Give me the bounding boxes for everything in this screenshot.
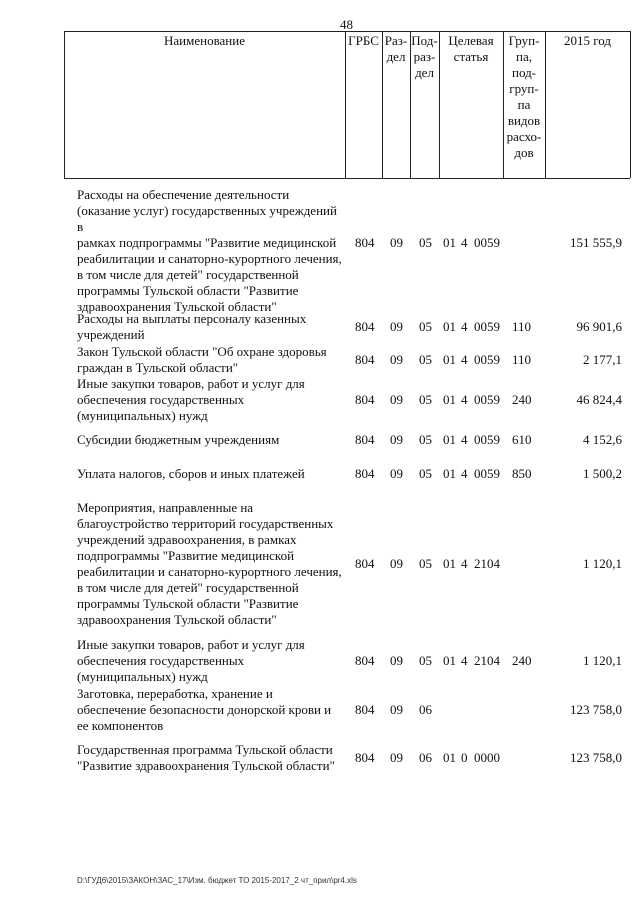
row-name-line: обеспечения государственных [77,392,245,407]
row-sum: 4 152,6 [583,432,622,447]
row-name [77,742,345,774]
row-cs-direction: 2104 [474,556,500,571]
row-sum: 123 758,0 [570,750,622,765]
row-name-line: Государственная программа Тульской области [77,742,333,757]
row-name [77,432,345,448]
row-razdel: 09 [390,319,403,334]
row-name-line: программы Тульской области "Развитие [77,283,299,298]
header-bottom-rule [64,178,630,179]
row-vid: 240 [512,392,532,407]
row-name-line: Иные закупки товаров, работ и услуг для [77,376,305,391]
row-name [77,187,345,315]
row-cs-direction: 0059 [474,466,500,481]
row-razdel: 09 [390,653,403,668]
row-cs-program: 01 [443,319,456,334]
row-sum: 123 758,0 [570,702,622,717]
header-razdel [382,33,410,65]
row-name [77,466,345,482]
row-podrazdel: 06 [419,750,432,765]
row-podrazdel: 06 [419,702,432,717]
row-vid: 110 [512,352,532,367]
row-name [77,686,345,734]
row-cs-subprogram: 4 [461,432,468,447]
row-cs-program: 01 [443,750,456,765]
row-cs-program: 01 [443,653,456,668]
row-razdel: 09 [390,432,403,447]
row-name-line: обеспечения государственных [77,653,245,668]
row-razdel: 09 [390,466,403,481]
col-divider [345,31,346,178]
row-grbs: 804 [355,466,375,481]
row-podrazdel: 05 [419,392,432,407]
row-name-line: (муниципальных) нужд [77,669,208,684]
row-cs-program: 01 [443,432,456,447]
row-vid: 850 [512,466,532,481]
row-name-line: в том числе для детей" государственной [77,267,299,282]
row-name-line: в том числе для детей" государственной [77,580,299,595]
row-cs-direction: 0059 [474,432,500,447]
row-sum: 2 177,1 [583,352,622,367]
row-grbs: 804 [355,750,375,765]
row-cs-program: 01 [443,352,456,367]
header-gruppa-line: видов [507,113,541,128]
header-razdel-line: дел [386,49,406,64]
row-name-line: учреждений здравоохранения, в рамках [77,532,297,547]
row-name-line: реабилитации и санаторно-курортного лечения, [77,564,342,579]
header-podrazdel-line: раз- [413,49,436,64]
row-name-line: граждан в Тульской области" [77,360,239,375]
row-cs-direction: 2104 [474,653,500,668]
row-podrazdel: 05 [419,556,432,571]
row-name-line: "Развитие здравоохранения Тульской области" [77,758,335,773]
row-grbs: 804 [355,653,375,668]
row-cs-program: 01 [443,392,456,407]
col-divider [64,31,65,178]
row-name-line: Уплата налогов, сборов и иных платежей [77,466,305,481]
header-celevaya [439,33,503,65]
row-razdel: 09 [390,702,403,717]
row-cs-direction: 0059 [474,352,500,367]
row-cs-subprogram: 0 [461,750,468,765]
row-grbs: 804 [355,352,375,367]
row-podrazdel: 05 [419,235,432,250]
header-name: Наименование [164,33,245,48]
row-podrazdel: 05 [419,319,432,334]
row-name-line: обеспечение безопасности донорской крови и [77,702,332,717]
row-name-line: Закон Тульской области "Об охране здоровья [77,344,327,359]
row-name-line: учреждений [77,327,145,342]
row-grbs: 804 [355,392,375,407]
row-podrazdel: 05 [419,466,432,481]
row-sum: 46 824,4 [576,392,622,407]
row-razdel: 09 [390,352,403,367]
row-vid: 610 [512,432,532,447]
row-name-line: здравоохранения Тульской области" [77,612,277,627]
row-cs-subprogram: 4 [461,235,468,250]
row-vid: 240 [512,653,532,668]
row-cs-subprogram: 4 [461,352,468,367]
row-grbs: 804 [355,556,375,571]
row-grbs: 804 [355,702,375,717]
col-divider [545,31,546,178]
header-gruppa-line: Груп- [508,33,540,48]
row-name-line: (оказание услуг) государственных учреждений в [77,203,337,234]
row-grbs: 804 [355,235,375,250]
row-name-line: ее компонентов [77,718,164,733]
row-razdel: 09 [390,235,403,250]
row-cs-subprogram: 4 [461,392,468,407]
row-name [77,637,345,685]
row-podrazdel: 05 [419,432,432,447]
row-sum: 96 901,6 [576,319,622,334]
footer-file-path: D:\ГУД6\2015\ЗАКОН\ЗАС_17\Изм. бюджет ТО 2015-2017_2 чт_прил\pr4.xls [77,876,357,885]
row-razdel: 09 [390,556,403,571]
row-cs-direction: 0059 [474,319,500,334]
header-gruppa [503,33,545,161]
header-year: 2015 год [564,33,611,48]
row-name-line: Расходы на выплаты персоналу казенных [77,311,307,326]
row-cs-subprogram: 4 [461,653,468,668]
row-sum: 151 555,9 [570,235,622,250]
row-name-line: программы Тульской области "Развитие [77,596,299,611]
row-podrazdel: 05 [419,352,432,367]
row-name-line: Иные закупки товаров, работ и услуг для [77,637,305,652]
row-cs-subprogram: 4 [461,319,468,334]
row-name-line: Расходы на обеспечение деятельности [77,187,290,202]
row-name-line: подпрограммы "Развитие медицинской [77,548,295,563]
header-razdel-line: Раз- [384,33,408,48]
header-gruppa-line: расхо- [506,129,542,144]
row-sum: 1 500,2 [583,466,622,481]
row-grbs: 804 [355,432,375,447]
row-cs-direction: 0059 [474,392,500,407]
header-gruppa-line: па [517,97,531,112]
page-number: 48 [340,17,353,32]
header-gruppa-line: под- [511,65,537,80]
row-cs-program: 01 [443,235,456,250]
row-vid: 110 [512,319,532,334]
row-grbs: 804 [355,319,375,334]
row-razdel: 09 [390,392,403,407]
row-cs-subprogram: 4 [461,556,468,571]
header-gruppa-line: груп- [509,81,539,96]
row-razdel: 09 [390,750,403,765]
row-name-line: Мероприятия, направленные на [77,500,254,515]
col-divider [630,31,631,178]
header-podrazdel-line: Под- [411,33,438,48]
row-name-line: рамках подпрограммы "Развитие медицинской [77,235,337,250]
header-gruppa-line: па, [516,49,532,64]
header-podrazdel [410,33,439,81]
row-podrazdel: 05 [419,653,432,668]
row-name-line: реабилитации и санаторно-курортного лечения, [77,251,342,266]
row-name [77,500,345,628]
header-celevaya-line: статья [453,49,489,64]
row-cs-direction: 0059 [474,235,500,250]
row-cs-program: 01 [443,466,456,481]
row-name-line: Субсидии бюджетным учреждениям [77,432,280,447]
row-name-line: благоустройство территорий государственных [77,516,334,531]
header-gruppa-line: дов [514,145,534,160]
header-grbs: ГРБС [348,33,379,48]
row-sum: 1 120,1 [583,653,622,668]
row-name [77,311,345,343]
header-celevaya-line: Целевая [448,33,494,48]
row-cs-subprogram: 4 [461,466,468,481]
row-name [77,376,345,424]
header-podrazdel-line: дел [415,65,434,80]
row-sum: 1 120,1 [583,556,622,571]
row-cs-program: 01 [443,556,456,571]
row-name-line: (муниципальных) нужд [77,408,208,423]
row-name-line: здравоохранения Тульской области" [77,299,277,314]
row-name [77,344,345,376]
row-cs-direction: 0000 [474,750,500,765]
row-name-line: Заготовка, переработка, хранение и [77,686,273,701]
